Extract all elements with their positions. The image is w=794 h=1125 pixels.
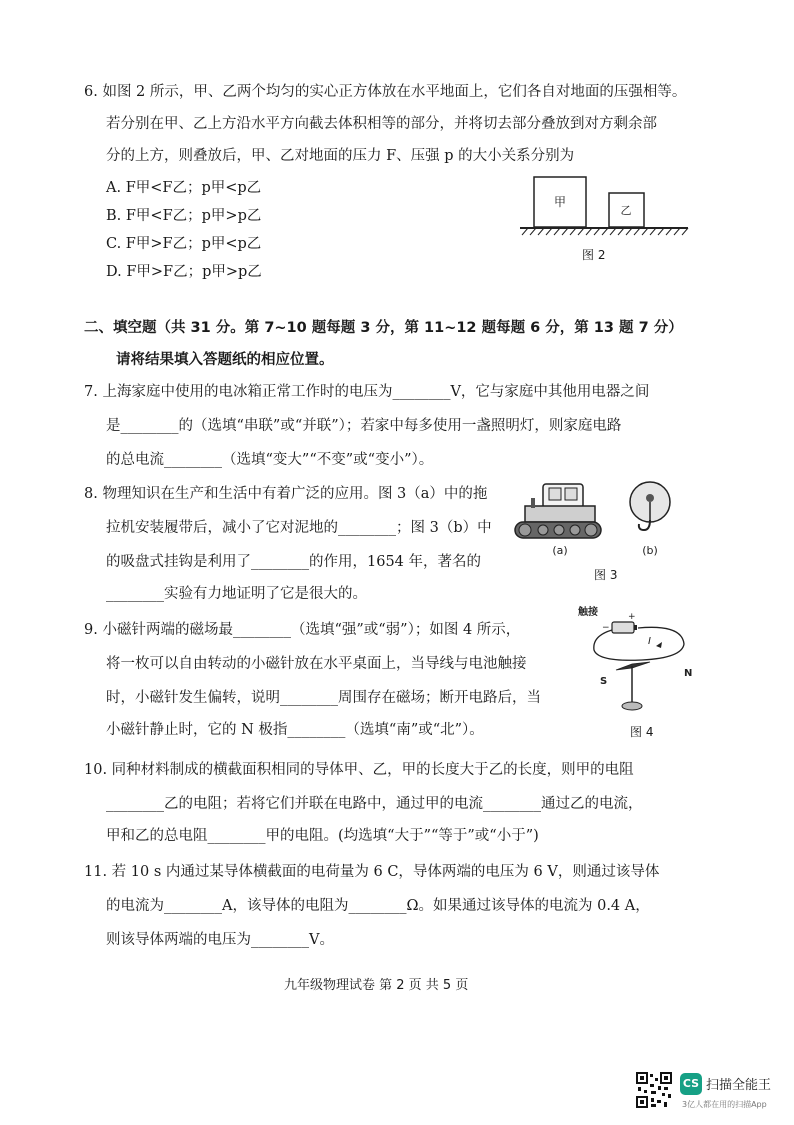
svg-text:−: − (602, 623, 610, 633)
q7-line-1: 7. 上海家庭中使用的电冰箱正常工作时的电压为________V，它与家庭中其他用电器之间 (84, 384, 650, 400)
q10-line-3: 甲和乙的总电阻________甲的电阻。(均选填“大于”“等于”或“小于”) (106, 828, 539, 844)
q9-line-3: 时，小磁针发生偏转，说明________周围存在磁场；断开电路后，当 (106, 690, 541, 706)
current-arrow (656, 642, 662, 648)
compass-needle (616, 662, 650, 670)
camscanner-logo-badge: CS (680, 1073, 702, 1095)
q7-line-2: 是________的（选填“串联”或“并联”）；若家中每多使用一盏照明灯，则家庭电路 (106, 418, 622, 434)
q10-line-2: ________乙的电阻；若将它们并联在电路中，通过甲的电流________通过乙的电流， (106, 796, 643, 812)
q9-line-2: 将一枚可以自由转动的小磁针放在水平桌面上，当导线与电池触接 (106, 656, 527, 672)
q8-line-1: 8. 物理知识在生产和生活中有着广泛的应用。图 3（a）中的拖 (84, 486, 488, 502)
q11-line-1: 11. 若 10 s 内通过某导体横截面的电荷量为 6 C，导体两端的电压为 6 V，则通过该导体 (84, 864, 660, 880)
qr-code-icon (636, 1072, 672, 1108)
q8-line-2: 拉机安装履带后，减小了它对泥地的________；图 3（b）中 (106, 520, 492, 536)
q11-line-2: 的电流为________A，该导体的电阻为________Ω。如果通过该导体的电流为 0.4 A， (106, 898, 650, 914)
current-label: I (648, 636, 651, 647)
q6-line-3: 分的上方，则叠放后，甲、乙对地面的压力 F、压强 p 的大小关系分别为 (106, 148, 575, 164)
page-footer: 九年级物理试卷 第 2 页 共 5 页 (284, 978, 469, 993)
figure-3 (505, 476, 685, 558)
q11-line-3: 则该导体两端的电压为________V。 (106, 932, 334, 948)
section-2-heading: 二、填空题（共 31 分。第 7~10 题每题 3 分，第 11~12 题每题 6 分，第 13 题 7 分） (84, 320, 683, 336)
block-jia-label: 甲 (553, 195, 567, 209)
section-2-instruction: 请将结果填入答题纸的相应位置。 (116, 352, 334, 368)
q8-line-3: 的吸盘式挂钩是利用了________的作用，1654 年，著名的 (106, 554, 482, 570)
q8-line-4: ________实验有力地证明了它是很大的。 (106, 586, 367, 602)
north-pole-label: N (684, 668, 693, 679)
block-yi-label: 乙 (620, 204, 632, 217)
figure-4 (572, 602, 702, 720)
svg-text:+: + (628, 612, 636, 622)
q6-line-1: 6. 如图 2 所示，甲、乙两个均匀的实心正方体放在水平地面上，它们各自对地面的压强相等。 (84, 84, 687, 100)
figure-3a-label: (a) (552, 544, 568, 557)
q7-line-3: 的总电流________（选填“变大”“不变”或“变小”）。 (106, 452, 434, 468)
touch-label: 触接 (578, 607, 598, 618)
wire-loop (594, 627, 684, 660)
figure-4-caption: 图 4 (630, 725, 654, 739)
needle-base (622, 702, 642, 710)
q9-line-1: 9. 小磁针两端的磁场最________（选填“强”或“弱”）；如图 4 所示， (84, 622, 521, 638)
q6-option-a: A. F甲<F乙；p甲<p乙 (106, 180, 262, 196)
q9-line-4: 小磁针静止时，它的 N 极指________（选填“南”或“北”）。 (106, 722, 484, 738)
q10-line-1: 10. 同种材料制成的横截面积相同的导体甲、乙，甲的长度大于乙的长度，则甲的电阻 (84, 762, 634, 778)
q6-line-2: 若分别在甲、乙上方沿水平方向截去体积相等的部分，并将切去部分叠放到对方剩余部 (106, 116, 657, 132)
q6-option-b: B. F甲<F乙；p甲>p乙 (106, 208, 262, 224)
q6-option-d: D. F甲>F乙；p甲>p乙 (106, 264, 262, 280)
south-pole-label: S (600, 676, 608, 687)
q6-option-c: C. F甲>F乙；p甲<p乙 (106, 236, 262, 252)
ground-hatching (522, 228, 688, 235)
figure-3b-label: (b) (642, 544, 658, 557)
tractor-image (515, 484, 601, 538)
camscanner-subtitle: 3亿人都在用的扫描App (682, 1100, 767, 1109)
figure-2-caption: 图 2 (582, 248, 606, 262)
suction-hook-image (630, 482, 670, 530)
camscanner-title: 扫描全能王 (706, 1078, 772, 1093)
battery-icon (602, 612, 637, 633)
figure-3-caption: 图 3 (594, 568, 618, 582)
